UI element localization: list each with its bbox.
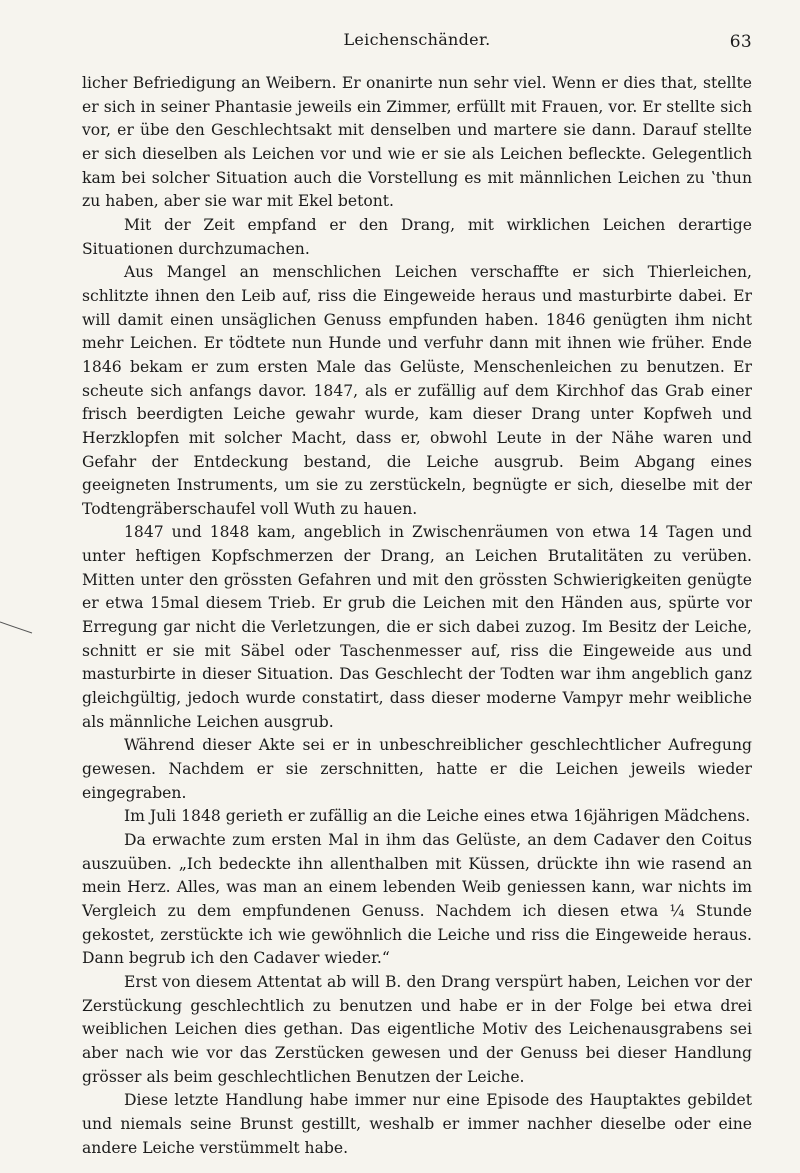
body-text xyxy=(82,72,752,1160)
paragraph: Mit der Zeit empfand er den Drang, mit wirklichen Leichen derartige Situationen durchzumachen. xyxy=(82,215,752,258)
paragraph: Erst von diesem Attentat ab will B. den Drang verspürt haben, Leichen vor der Zerstückung geschlechtlich zu benutzen und habe er in der Folge bei etwa drei weiblichen Leichen dies gethan. Das eigentliche Motiv des Leichenausgrabens sei aber nach wie vor das Zerstücken gewesen und der Genuss bei dieser Handlung grösser als beim geschlechtlichen Benutzen der Leiche. xyxy=(82,972,752,1086)
margin-pencil-mark xyxy=(0,618,34,638)
paragraph: Während dieser Akte sei er in unbeschreiblicher geschlechtlicher Aufregung gewesen. Nachdem er sie zerschnitten, hatte er die Leichen jeweils wieder eingegraben. xyxy=(82,736,752,802)
paragraph: licher Befriedigung an Weibern. Er onanirte nun sehr viel. Wenn er dies that, stellte er sich in seiner Phantasie jeweils ein Zimmer, erfüllt mit Frauen, vor. Er stellte sich vor, er übe den Geschlechtsakt mit denselben und martere sie dann. Darauf stellte er sich dieselben als Leichen vor und wie er sie als Leichen befleckte. Gelegentlich kam bei solcher Situation auch die Vorstellung es mit männlichen Leichen zu ʽthun zu haben, aber sie war mit Ekel betont. xyxy=(82,74,752,211)
page-number: 63 xyxy=(729,32,752,52)
running-head xyxy=(82,30,752,60)
paragraph: Diese letzte Handlung habe immer nur eine Episode des Hauptaktes gebildet und niemals seine Brunst gestillt, weshalb er immer nachher dieselbe oder eine andere Leiche verstümmelt habe. xyxy=(82,1091,752,1157)
paragraph: Da erwachte zum ersten Mal in ihm das Gelüste, an dem Cadaver den Coitus auszuüben. „Ich bedeckte ihn allenthalben mit Küssen, drückte ihn wie rasend an mein Herz. Alles, was man an einem lebenden Weib geniessen kann, war nichts im Vergleich zu dem empfundenen Genuss. Nachdem ich diesen etwa ¼ Stunde gekostet, zerstückte ich wie gewöhnlich die Leiche und riss die Eingeweide heraus. Dann begrub ich den Cadaver wieder.“ xyxy=(82,831,752,968)
running-title: Leichenschänder. xyxy=(343,30,491,49)
paragraph: 1847 und 1848 kam, angeblich in Zwischenräumen von etwa 14 Tagen und unter heftigen Kopfschmerzen der Drang, an Leichen Brutalitäten zu verüben. Mitten unter den grössten Gefahren und mit den grössten Schwierigkeiten genügte er etwa 15mal diesem Trieb. Er grub die Leichen mit den Händen aus, spürte vor Erregung gar nicht die Verletzungen, die er sich dabei zuzog. Im Besitz der Leiche, schnitt er sie mit Säbel oder Taschenmesser auf, riss die Eingeweide aus und masturbirte in dieser Situation. Das Geschlecht der Todten war ihm angeblich ganz gleichgültig, jedoch wurde constatirt, dass dieser moderne Vampyr mehr weibliche als männliche Leichen ausgrub. xyxy=(82,523,752,731)
paragraph: Aus Mangel an menschlichen Leichen verschaffte er sich Thierleichen, schlitzte ihnen den Leib auf, riss die Eingeweide heraus und masturbirte dabei. Er will damit einen unsäglichen Genuss empfunden haben. 1846 genügten ihm nicht mehr Leichen. Er tödtete nun Hunde und verfuhr dann mit ihnen wie früher. Ende 1846 bekam er zum ersten Male das Gelüste, Menschenleichen zu benutzen. Er scheute sich anfangs davor. 1847, als er zufällig auf dem Kirchhof das Grab einer frisch beerdigten Leiche gewahr wurde, kam dieser Drang unter Kopfweh und Herzklopfen mit solcher Macht, dass er, obwohl Leute in der Nähe waren und Gefahr der Entdeckung bestand, die Leiche ausgrub. Beim Abgang eines geeigneten Instruments, um sie zu zerstückeln, begnügte er sich, dieselbe mit der Todtengräberschaufel voll Wuth zu hauen. xyxy=(82,263,752,518)
paragraph: Im Juli 1848 gerieth er zufällig an die Leiche eines etwa 16jährigen Mädchens. xyxy=(124,807,751,826)
